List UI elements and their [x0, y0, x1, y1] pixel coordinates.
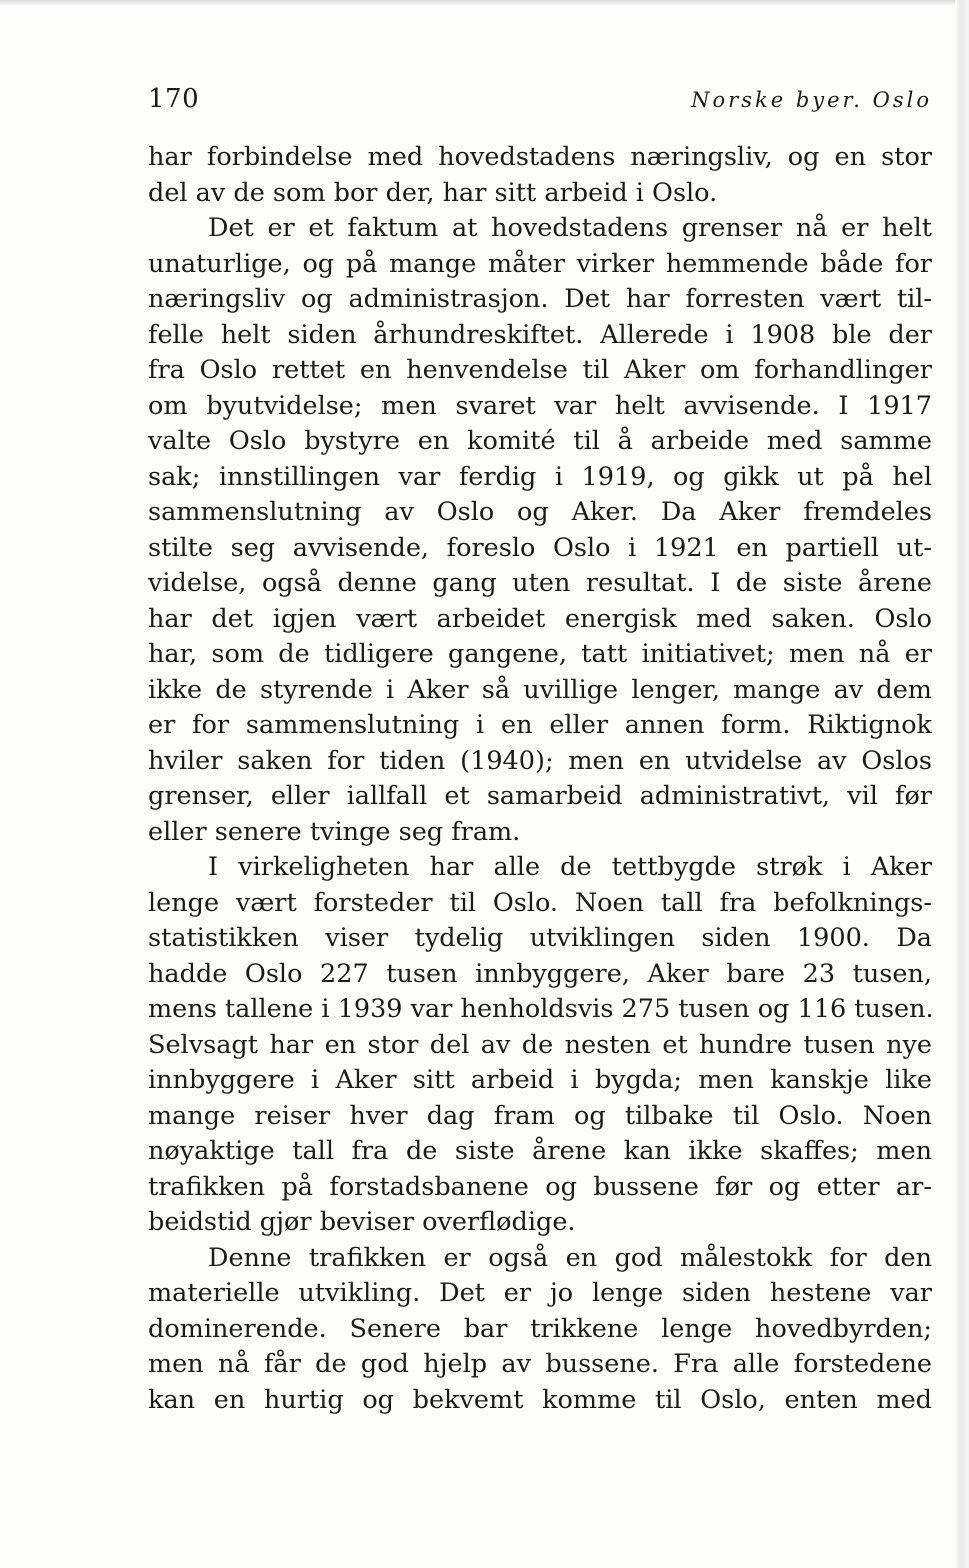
- text-line: om byutvidelse; men svaret var helt avvisende. I 1917: [148, 390, 932, 421]
- text-line: felle helt siden århundreskiftet. Allerede i 1908 ble der: [148, 319, 932, 350]
- text-line: næringsliv og administrasjon. Det har forresten vært til-: [148, 284, 932, 314]
- text-line: ikke de styrende i Aker så uvillige lenger, mange av dem: [148, 674, 932, 705]
- text-line: I virkeligheten har alle de tettbygde strøk i Aker: [208, 852, 932, 882]
- text-line: kan en hurtig og bekvemt komme til Oslo, enten med: [148, 1384, 932, 1415]
- text-line: nøyaktige tall fra de siste årene kan ikke skaffes; men: [148, 1136, 932, 1166]
- scan-edge-top: [0, 0, 969, 6]
- text-line: fra Oslo rettet en henvendelse til Aker om forhandlinger: [148, 355, 932, 385]
- running-title: Norske byer. Oslo: [691, 88, 932, 112]
- text-line: eller senere tvinge seg fram.: [148, 816, 521, 847]
- text-line: mens tallene i 1939 var henholdsvis 275 tusen og 116 tusen.: [148, 994, 934, 1024]
- text-line: videlse, også denne gang uten resultat. I de siste årene: [148, 568, 932, 598]
- text-line: sammenslutning av Oslo og Aker. Da Aker fremdeles: [148, 497, 932, 527]
- text-line: er for sammenslutning i en eller annen form. Riktignok: [148, 710, 932, 740]
- text-line: unaturlige, og på mange måter virker hemmende både for: [148, 248, 932, 279]
- text-line: Denne trafikken er også en god målestokk for den: [208, 1242, 932, 1273]
- text-line: Selvsagt har en stor del av de nesten et hundre tusen nye: [148, 1029, 932, 1060]
- text-line: hadde Oslo 227 tusen innbyggere, Aker bare 23 tusen,: [148, 958, 932, 989]
- text-line: del av de som bor der, har sitt arbeid i Oslo.: [148, 177, 718, 208]
- text-line: mange reiser hver dag fram og tilbake til Oslo. Noen: [148, 1100, 932, 1131]
- page-header: [148, 84, 932, 118]
- text-line: sak; innstillingen var ferdig i 1919, og gikk ut på hel: [148, 461, 932, 492]
- text-line: stilte seg avvisende, foreslo Oslo i 1921 en partiell ut-: [148, 532, 932, 563]
- text-line: materielle utvikling. Det er jo lenge siden hestene var: [148, 1278, 932, 1308]
- page-number: 170: [148, 84, 200, 114]
- text-line: dominerende. Senere bar trikkene lenge hovedbyrden;: [148, 1313, 932, 1344]
- text-line: har, som de tidligere gangene, tatt initiativet; men nå er: [148, 639, 932, 669]
- text-line: men nå får de god hjelp av bussene. Fra alle forstedene: [148, 1349, 932, 1379]
- text-line: hviler saken for tiden (1940); men en utvidelse av Oslos: [148, 745, 932, 776]
- text-line: statistikken viser tydelig utviklingen siden 1900. Da: [148, 923, 932, 953]
- text-line: grenser, eller iallfall et samarbeid administrativt, vil før: [148, 781, 932, 811]
- text-line: lenge vært forsteder til Oslo. Noen tall fra befolknings-: [148, 887, 932, 918]
- text-line: beidstid gjør beviser overflødige.: [148, 1207, 576, 1237]
- text-line: har forbindelse med hovedstadens næringsliv, og en stor: [148, 142, 932, 172]
- scan-edge-right: [955, 0, 969, 1568]
- text-line: trafikken på forstadsbanene og bussene før og etter ar-: [148, 1171, 932, 1202]
- text-line: valte Oslo bystyre en komité til å arbeide med samme: [148, 426, 932, 456]
- text-line: har det igjen vært arbeidet energisk med saken. Oslo: [148, 603, 932, 634]
- body-text: [148, 140, 932, 1418]
- text-line: Det er et faktum at hovedstadens grenser nå er helt: [208, 213, 932, 243]
- text-line: innbyggere i Aker sitt arbeid i bygda; men kanskje like: [148, 1065, 932, 1095]
